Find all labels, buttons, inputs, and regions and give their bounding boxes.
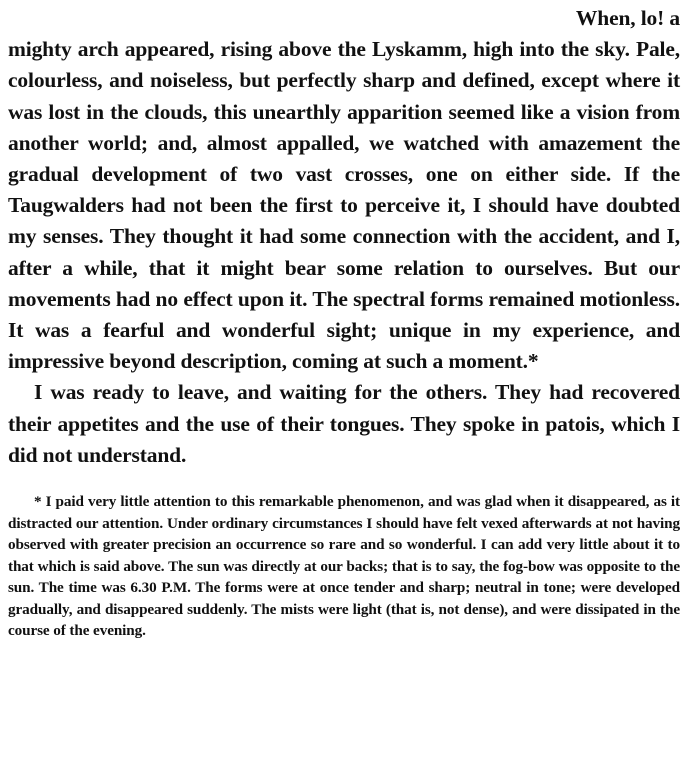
paragraph-1-opening: When, lo! a: [575, 6, 680, 30]
paragraph-2: I was ready to leave, and waiting for the others. They had recovered their appetites and the use of their tongues. They spoke in patois, which I did not understand.: [8, 380, 680, 467]
paragraph-1: [8, 0, 680, 377]
main-text: [8, 0, 680, 471]
footnote: [8, 491, 680, 642]
book-page: [8, 0, 680, 642]
footnote-text: * I paid very little attention to this remarkable phenomenon, and was glad when it disappeared, as it distracted our attention. Under ordinary circumstances I should have felt vexed afterwards at not having observed with greater precision an occurrence so rare and so wonderful. I can add very little about it to that which is said above. The sun was directly at our backs; that is to say, the fog-bow was opposite to the sun. The time was 6.30 P.M. The forms were at once tender and sharp; neutral in tone; were developed gradually, and disappeared suddenly. The mists were light (that is, not dense), and were dissipated in the course of the evening.: [8, 493, 680, 640]
paragraph-1-body: mighty arch appeared, rising above the Lyskamm, high into the sky. Pale, colourless, and noiseless, but perfectly sharp and defined, except where it was lost in the clouds, this unearthly apparition seemed like a vision from another world; and, almost appalled, we watched with amazement the gradual development of two vast crosses, one on either side. If the Taugwalders had not been the first to perceive it, I should have doubted my senses. They thought it had some connection with the accident, and I, after a while, that it might bear some relation to ourselves. But our movements had no effect upon it. The spectral forms remained motionless. It was a fearful and wonderful sight; unique in my experience, and impressive beyond description, coming at such a moment.*: [8, 37, 680, 374]
